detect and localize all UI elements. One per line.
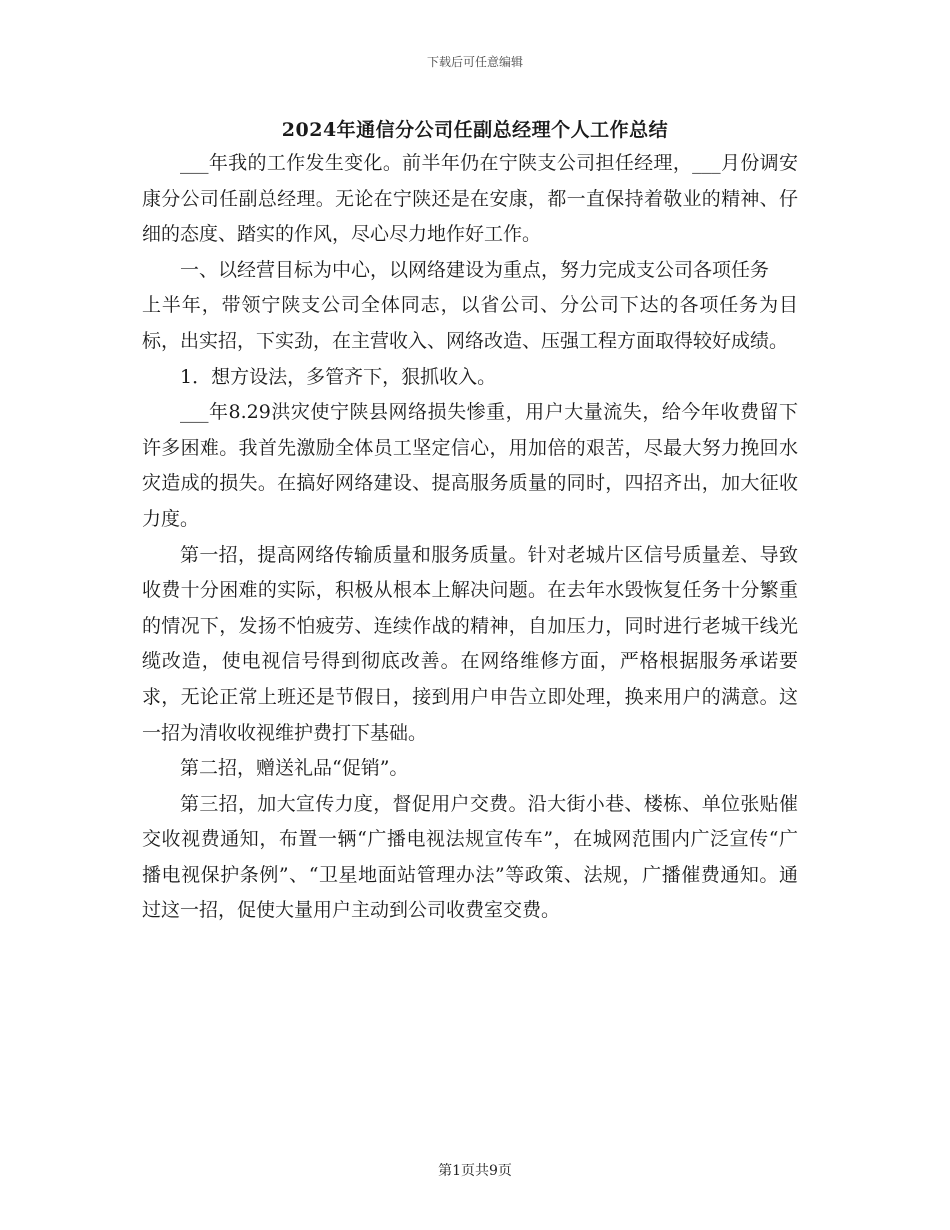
paragraph-measure-3: 第三招，加大宣传力度，督促用户交费。沿大街小巷、楼栋、单位张贴催交收视费通知，布置一辆“广播电视法规宣传车”，在城网范围内广泛宣传“广播电视保护条例”、“卫星地面站管理办法”等政策、法规，广播催费通知。通过这一招，促使大量用户主动到公司收费室交费。: [142, 792, 798, 922]
paragraph-first-half: 上半年，带领宁陕支公司全体同志，以省公司、分公司下达的各项任务为目标，出实招，下实劲，在主营收入、网络改造、压强工程方面取得较好成绩。: [142, 294, 798, 352]
paragraph-flood: ___年8.29洪灾使宁陕县网络损失惨重，用户大量流失，给今年收费留下许多困难。我首先激励全体员工坚定信心，用加倍的艰苦，尽最大努力挽回水灾造成的损失。在搞好网络建设、提高服务质量的同时，四招齐出，加大征收力度。: [142, 401, 798, 530]
paragraph-measure-2: 第二招，赠送礼品“促销”。: [180, 757, 409, 780]
document-title: 2024年通信分公司任副总经理个人工作总结: [281, 119, 669, 141]
paragraph-intro: ___年我的工作发生变化。前半年仍在宁陕支公司担任经理，___月份调安康分公司任副总经理。无论在宁陕还是在安康，都一直保持着敬业的精神、仔细的态度、踏实的作风，尽心尽力地作好工作。: [142, 152, 798, 246]
header-note: 下载后可任意编辑: [426, 55, 523, 69]
document-body: [142, 146, 798, 929]
subheading-1: 1．想方设法，多管齐下，狠抓收入。: [180, 365, 497, 388]
paragraph-measure-1: 第一招，提高网络传输质量和服务质量。针对老城片区信号质量差、导致收费十分困难的实际，积极从根本上解决问题。在去年水毁恢复任务十分繁重的情况下，发扬不怕疲劳、连续作战的精神，自加压力，同时进行老城干线光缆改造，使电视信号得到彻底改善。在网络维修方面，严格根据服务承诺要求，无论正常上班还是节假日，接到用户申告立即处理，换来用户的满意。这一招为清收收视维护费打下基础。: [142, 543, 798, 744]
page-number: 第1页共9页: [438, 1163, 512, 1179]
section-heading-1: 一、以经营目标为中心，以网络建设为重点，努力完成支公司各项任务: [180, 258, 770, 281]
